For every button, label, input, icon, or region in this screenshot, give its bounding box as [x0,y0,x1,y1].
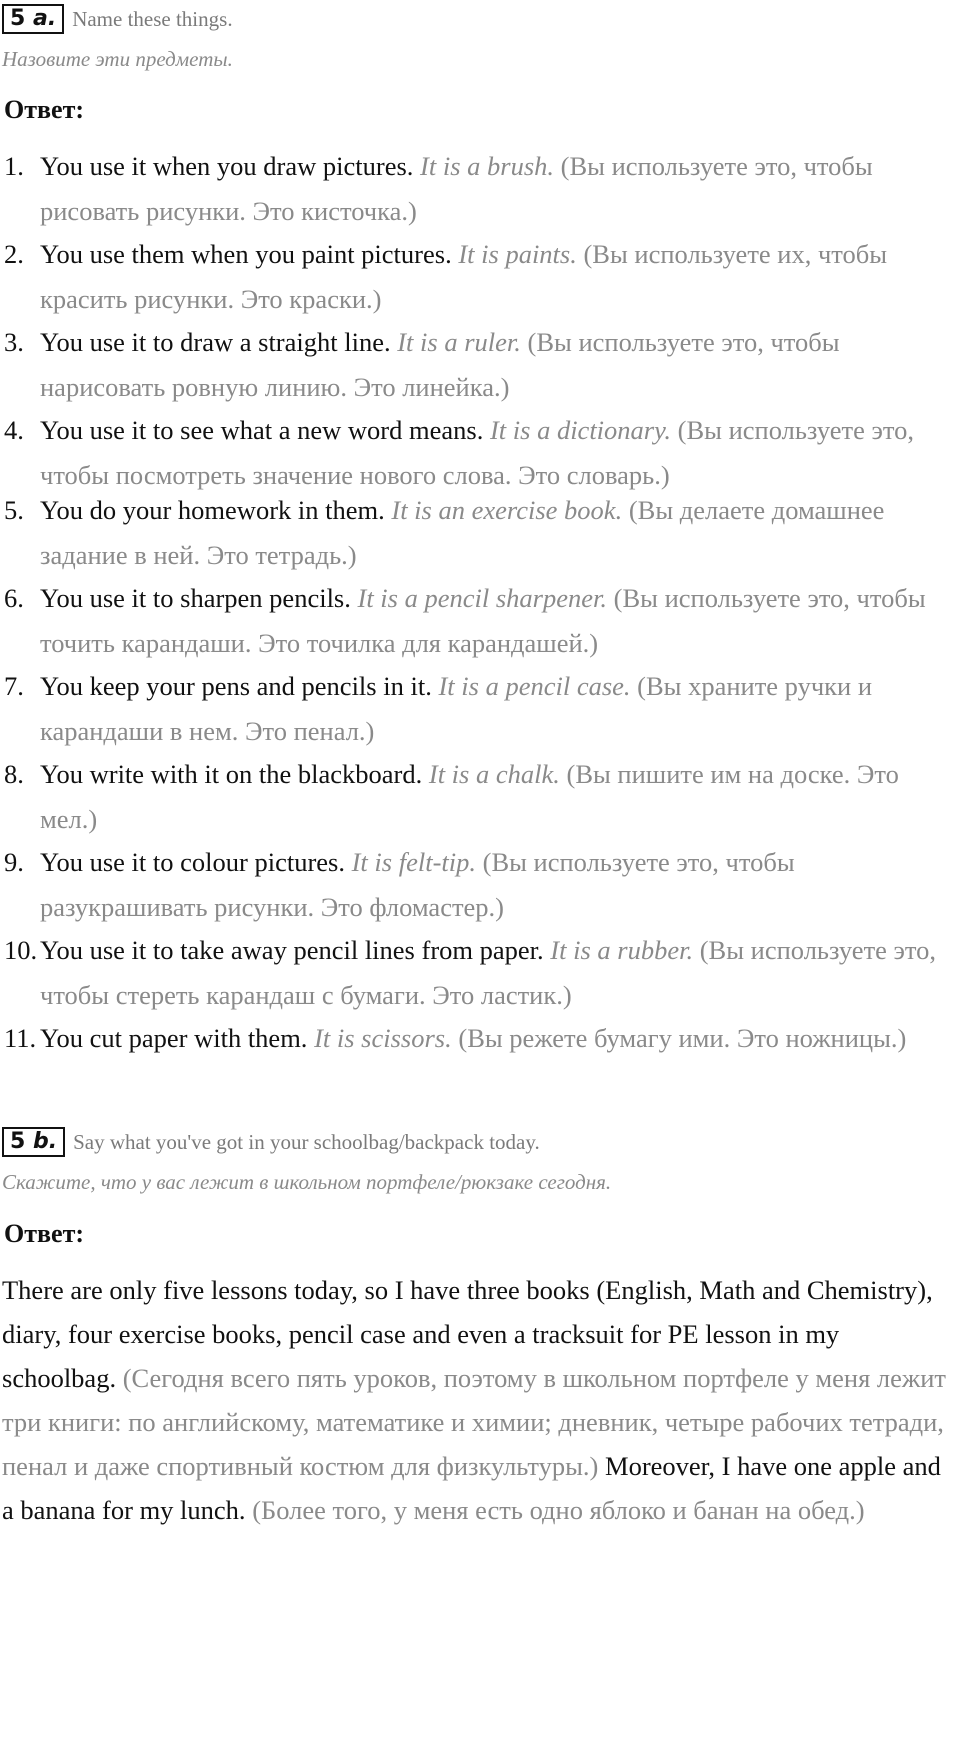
task-a-number-box [2,4,64,34]
item-question: You use it to colour pictures. [40,847,345,877]
task-a-letter: a. [32,6,57,31]
task-a-instruction-ru: Назовите эти предметы. [2,47,233,71]
list-item [0,1016,960,1061]
task-b-number: 5 [10,1129,26,1154]
list-item [0,488,960,578]
item-number: 8. [4,759,24,789]
item-number: 11. [4,1023,37,1053]
list-item [0,752,960,842]
item-translation: (Вы используете это, чтобы нарисовать ровную линию. Это линейка.) [40,327,840,402]
task-b-letter: b. [32,1129,58,1154]
answer-ru-1: (Сегодня всего пять уроков, поэтому в школьном портфеле у меня лежит три книги: по английскому, математике и химии; дневник, четыре рабочих тетради, пенал и даже спортивный костюм для физкультуры.) [2,1363,946,1481]
item-number: 9. [4,847,24,877]
list-item [0,144,960,234]
list-item [0,232,960,322]
item-answer: It is a chalk. [428,759,560,789]
item-answer: It is a brush. [420,151,555,181]
item-translation: (Вы используете это, чтобы посмотреть значение нового слова. Это словарь.) [40,415,914,490]
item-number: 3. [4,327,24,357]
task-a-instruction: Name these things. [72,6,233,31]
answer-en-2: Moreover, I have one apple and a banana for my lunch. [2,1451,941,1525]
task-b-header [2,1127,540,1157]
item-number: 10. [4,935,38,965]
item-answer: It is a pencil sharpener. [357,583,608,613]
list-item [0,576,960,666]
item-translation: (Вы используете это, чтобы рисовать рисунки. Это кисточка.) [40,151,873,226]
list-item [0,840,960,930]
item-question: You keep your pens and pencils in it. [40,671,432,701]
item-translation: (Вы используете это, чтобы точить карандаши. Это точилка для карандашей.) [40,583,926,658]
item-answer: It is a rubber. [550,935,694,965]
item-question: You use it to draw a straight line. [40,327,391,357]
answer-en-1: There are only five lessons today, so I have three books (English, Math and Chemistry), diary, four exercise books, pencil case and even a tracksuit for PE lesson in my schoolbag. [2,1275,933,1393]
list-item [0,664,960,754]
item-answer: It is an exercise book. [391,495,623,525]
item-number: 6. [4,583,24,613]
item-translation: (Вы используете это, чтобы стереть карандаш с бумаги. Это ластик.) [40,935,937,1010]
task-b-answer-paragraph [2,1268,958,1532]
item-answer: It is felt-tip. [351,847,476,877]
list-item [0,408,960,498]
item-number: 4. [4,415,24,445]
task-b-instruction-ru: Скажите, что у вас лежит в школьном портфеле/рюкзаке сегодня. [2,1170,612,1194]
item-translation: (Вы храните ручки и карандаши в нем. Это пенал.) [40,671,873,746]
item-translation: (Вы режете бумагу ими. Это ножницы.) [458,1023,907,1053]
list-item [0,928,960,1018]
item-question: You write with it on the blackboard. [40,759,423,789]
task-b-number-box [2,1127,65,1157]
task-a-header [2,4,233,34]
item-translation: (Вы используете это, чтобы разукрашивать рисунки. Это фломастер.) [40,847,795,922]
item-question: You use them when you paint pictures. [40,239,452,269]
item-answer: It is a pencil case. [438,671,631,701]
item-question: You do your homework in them. [40,495,385,525]
item-answer: It is paints. [458,239,577,269]
task-b-instruction: Say what you've got in your schoolbag/backpack today. [73,1129,540,1154]
item-answer: It is a dictionary. [489,415,672,445]
item-number: 5. [4,495,24,525]
item-question: You use it when you draw pictures. [40,151,414,181]
task-a-answer-label: Ответ: [4,95,85,124]
answer-ru-2: (Более того, у меня есть одно яблоко и банан на обед.) [252,1495,865,1525]
item-question: You use it to see what a new word means. [40,415,484,445]
item-translation: (Вы пишите им на доске. Это мел.) [40,759,899,834]
item-number: 7. [4,671,24,701]
item-number: 2. [4,239,24,269]
item-translation: (Вы используете их, чтобы красить рисунки. Это краски.) [40,239,888,314]
list-item [0,320,960,410]
item-answer: It is a ruler. [397,327,521,357]
item-translation: (Вы делаете домашнее задание в ней. Это тетрадь.) [40,495,885,570]
task-a-number: 5 [10,6,26,31]
item-question: You use it to sharpen pencils. [40,583,351,613]
item-answer: It is scissors. [314,1023,452,1053]
item-question: You cut paper with them. [40,1023,308,1053]
task-b-answer-label: Ответ: [4,1219,85,1248]
item-number: 1. [4,151,24,181]
item-question: You use it to take away pencil lines from paper. [40,935,544,965]
